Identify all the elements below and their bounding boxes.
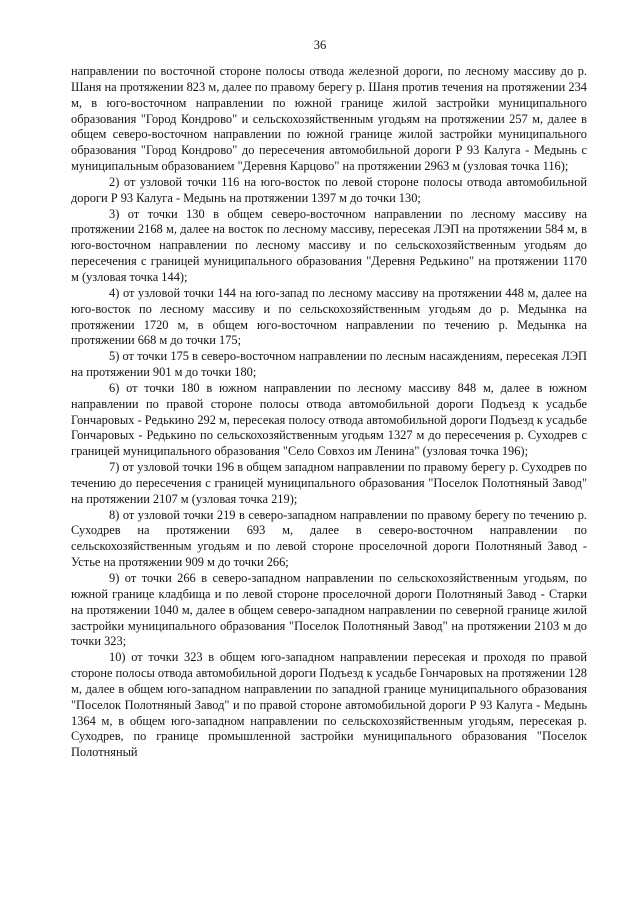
paragraph-item-7: 7) от узловой точки 196 в общем западном направлении по правому берегу р. Суходрев по течению до пересечения с границей муниципального образования "Поселок Полотняный Завод" на протяжении 2107 м (узловая точка 219); (71, 460, 587, 506)
paragraph-item-8: 8) от узловой точки 219 в северо-западном направлении по правому берегу по течению р. Суходрев на протяжении 693 м, далее в северо-восточном направлении по сельскохозяйственным угодьям и по левой стороне проселочной дороги Полотняный Завод - Устье на протяжении 909 м до точки 266; (71, 507, 587, 570)
paragraph-item-6: 6) от точки 180 в южном направлении по лесному массиву 848 м, далее в южном направлении по правой стороне полосы отвода автомобильной дороги Подъезд к усадьбе Гончаровых - Редькино 292 м, пересекая полосу отвода автомобильной дороги Подъезд к усадьбе Гончаровых - Редькино по сельскохозяйственным угодьям 1327 м до пересечения р. Суходрев с границей муниципального образования "Село Совхоз им Ленина" (узловая точка 196); (71, 380, 587, 459)
paragraph-item-5: 5) от точки 175 в северо-восточном направлении по лесным насаждениям, пересекая ЛЭП на протяжении 901 м до точки 180; (71, 349, 587, 380)
paragraph-item-2: 2) от узловой точки 116 на юго-восток по левой стороне полосы отвода автомобильной дороги Р 93 Калуга - Медынь на протяжении 1397 м до точки 130; (71, 174, 587, 205)
paragraph-item-3: 3) от точки 130 в общем северо-восточном направлении по лесному массиву на протяжении 2168 м, далее на восток по лесному массиву, пересекая ЛЭП на протяжении 584 м, в юго-восточном направлении по лесному массиву и по сельскохозяйственным угодьям до пересечения с границей муниципального образования "Деревня Редькино" на протяжении 1170 м (узловая точка 144); (71, 206, 587, 284)
page-number: 36 (313, 38, 327, 52)
document-body (71, 64, 587, 761)
paragraph-item-4: 4) от узловой точки 144 на юго-запад по лесному массиву на протяжении 448 м, далее на юго-восток по лесному массиву и по сельскохозяйственным угодьям до р. Медынка на протяжении 1720 м, в общем юго-восточном направлении по течению р. Медынка на протяжении 668 м до точки 175; (71, 285, 587, 348)
paragraph-item-9: 9) от точки 266 в северо-западном направлении по сельскохозяйственным угодьям, по южной границе кладбища и по левой стороне проселочной дороги Полотняный Завод - Старки на протяжении 1040 м, далее в общем северо-западном направлении по северной границе жилой застройки муниципального образования "Поселок Полотняный Завод" на протяжении 2103 м до точки 323; (71, 571, 587, 649)
paragraph-1-continuation: направлении по восточной стороне полосы отвода железной дороги, по лесному массиву до р. Шаня на протяжении 823 м, далее по правому берегу р. Шаня против течения на протяжении 234 м, в юго-восточном направлении по южной границе жилой застройки муниципального образования "Город Кондрово" и сельскохозяйственным угодьям на протяжении 257 м, далее в общем северо-восточном направлении по южной границе жилой застройки муниципального образования "Город Кондрово" до пересечения автомобильной дороги Р 93 Калуга - Медынь с муниципальным образованием "Деревня Карцово" на протяжении 2963 м (узловая точка 116); (71, 64, 587, 174)
paragraph-item-10: 10) от точки 323 в общем юго-западном направлении пересекая и проходя по правой стороне полосы отвода автомобильной дороги Подъезд к усадьбе Гончаровых на протяжении 128 м, далее в общем юго-западном направлении по западной границе муниципального образования "Поселок Полотняный Завод" и по правой стороне автомобильной дороги Р 93 Калуга - Медынь 1364 м, в общем юго-западном направлении по сельскохозяйственным угодьям, пересекая р. Суходрев, по границе промышленной застройки муниципального образования "Поселок Полотняный (71, 650, 587, 760)
